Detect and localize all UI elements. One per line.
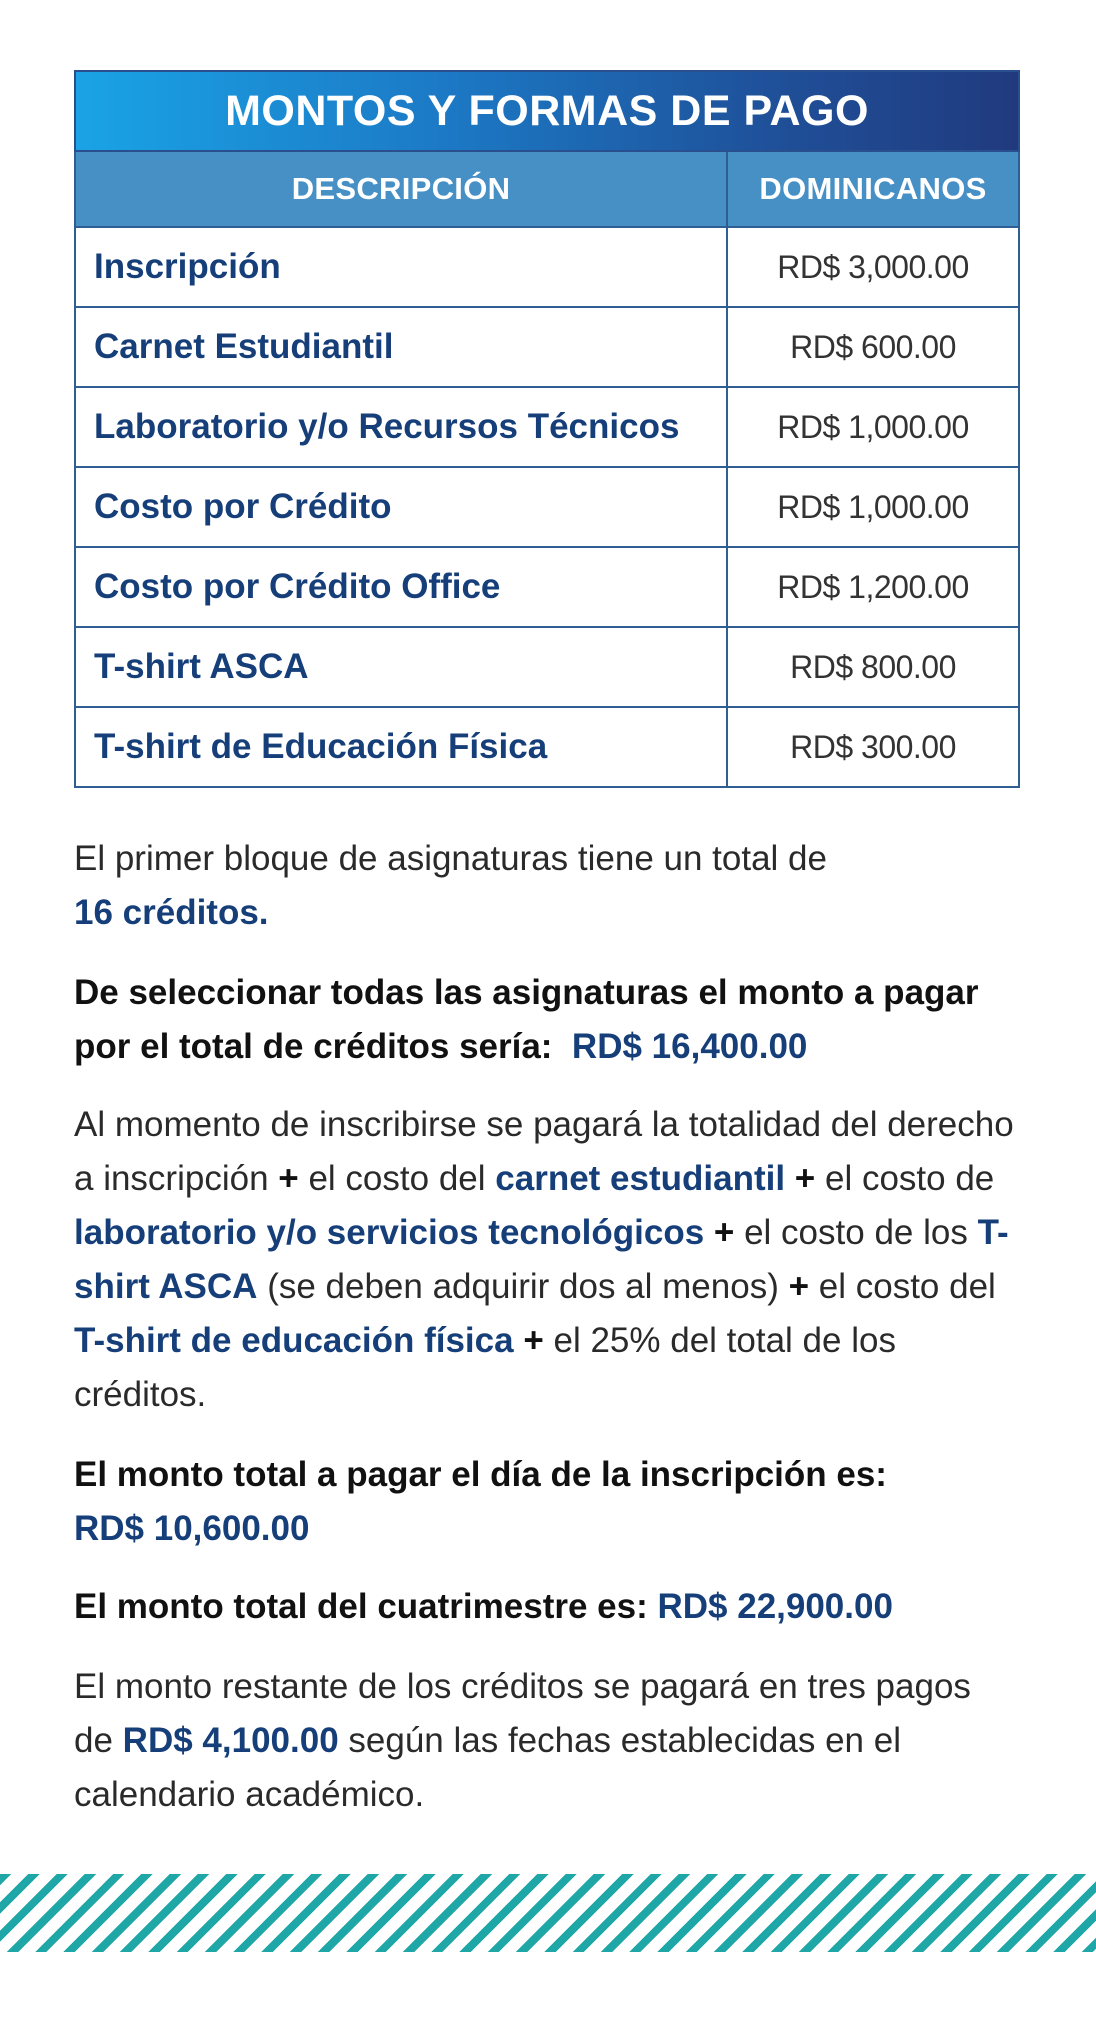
row-description: Carnet Estudiantil <box>75 307 727 387</box>
enrollment-text-6: el costo del <box>818 1267 996 1306</box>
enrollment-total-amount: RD$ 10,600.00 <box>74 1509 310 1548</box>
enrollment-total-paragraph <box>74 1448 1034 1556</box>
header-description: DESCRIPCIÓN <box>75 151 727 227</box>
table-row <box>75 307 1019 387</box>
row-amount: RD$ 3,000.00 <box>727 227 1019 307</box>
enrollment-details-paragraph <box>74 1098 1034 1422</box>
row-amount: RD$ 600.00 <box>727 307 1019 387</box>
installment-amount: RD$ 4,100.00 <box>122 1721 339 1760</box>
enrollment-total-text: El monto total a pagar el día de la inscripción es: <box>74 1455 887 1494</box>
row-amount: RD$ 1,000.00 <box>727 467 1019 547</box>
table-title: MONTOS Y FORMAS DE PAGO <box>75 71 1019 151</box>
credits-highlight: 16 créditos. <box>74 893 269 932</box>
enrollment-text-2: el costo del <box>308 1159 486 1198</box>
plus-sign: + <box>713 1213 735 1252</box>
row-description: T-shirt de Educación Física <box>75 707 727 787</box>
table-row <box>75 387 1019 467</box>
enrollment-text-4: el costo de los <box>744 1213 968 1252</box>
enrollment-text-7: el 25% del total de los créditos. <box>74 1321 896 1414</box>
remaining-text-2: según las fechas establecidas en el calendario académico. <box>74 1721 901 1814</box>
total-credits-paragraph <box>74 966 1034 1074</box>
term-total-text: El monto total del cuatrimestre es: <box>74 1587 648 1626</box>
remaining-text-1: El monto restante de los créditos se pagará en tres pagos de <box>74 1667 971 1760</box>
decorative-stripes <box>0 1874 1096 1952</box>
table-row <box>75 467 1019 547</box>
table-row <box>75 227 1019 307</box>
row-description: Costo por Crédito Office <box>75 547 727 627</box>
highlight-tshirt-educacion: T-shirt de educación física <box>74 1321 514 1360</box>
row-description: Laboratorio y/o Recursos Técnicos <box>75 387 727 467</box>
table-row <box>75 707 1019 787</box>
remaining-payments-paragraph <box>74 1660 974 1822</box>
highlight-tshirt-asca: T-shirt ASCA <box>74 1213 1009 1306</box>
total-credits-text: De seleccionar todas las asignaturas el monto a pagar por el total de créditos sería: <box>74 973 979 1066</box>
plus-sign: + <box>788 1267 810 1306</box>
fees-table-container <box>74 70 1020 788</box>
row-amount: RD$ 1,200.00 <box>727 547 1019 627</box>
row-description: Inscripción <box>75 227 727 307</box>
credits-paragraph <box>74 832 974 940</box>
plus-sign: + <box>523 1321 544 1360</box>
table-row <box>75 627 1019 707</box>
highlight-carnet: carnet estudiantil <box>495 1159 786 1198</box>
enrollment-text-1: Al momento de inscribirse se pagará la totalidad del derecho a inscripción <box>74 1105 1014 1198</box>
term-total-paragraph <box>74 1580 1034 1634</box>
credits-text: El primer bloque de asignaturas tiene un total de <box>74 839 827 878</box>
plus-sign: + <box>278 1159 299 1198</box>
row-description: Costo por Crédito <box>75 467 727 547</box>
term-total-amount: RD$ 22,900.00 <box>657 1587 893 1626</box>
row-amount: RD$ 300.00 <box>727 707 1019 787</box>
plus-sign: + <box>794 1159 816 1198</box>
header-amount: DOMINICANOS <box>727 151 1019 227</box>
total-credits-amount: RD$ 16,400.00 <box>571 1027 808 1066</box>
table-row <box>75 547 1019 627</box>
enrollment-text-3: el costo de <box>824 1159 995 1198</box>
highlight-laboratorio: laboratorio y/o servicios tecnológicos <box>74 1213 705 1252</box>
row-amount: RD$ 800.00 <box>727 627 1019 707</box>
row-description: T-shirt ASCA <box>75 627 727 707</box>
row-amount: RD$ 1,000.00 <box>727 387 1019 467</box>
enrollment-text-5: (se deben adquirir dos al menos) <box>267 1267 779 1306</box>
fees-table <box>74 70 1020 788</box>
